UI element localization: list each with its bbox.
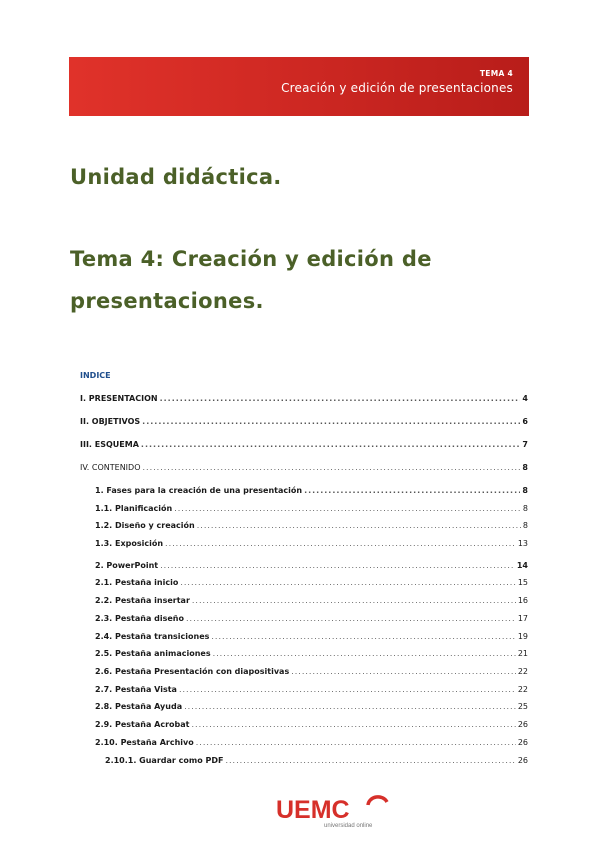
toc-entry-page: 7 xyxy=(522,440,528,449)
toc-entry-label: IV. CONTENIDO xyxy=(80,463,141,472)
toc-entry-label: 2.5. Pestaña animaciones xyxy=(95,649,211,658)
toc-entry[interactable] xyxy=(95,521,528,533)
logo-arc xyxy=(368,797,387,805)
toc-entry-label: III. ESQUEMA xyxy=(80,440,139,449)
toc-entry-label: 2.9. Pestaña Acrobat xyxy=(95,720,190,729)
toc-entry-page: 26 xyxy=(517,738,528,747)
toc-entry-label: 1.2. Diseño y creación xyxy=(95,521,195,530)
toc-entry[interactable] xyxy=(95,667,528,679)
toc-entry-page: 8 xyxy=(522,521,528,530)
toc-leader xyxy=(196,738,516,747)
topic-title-line-1: Tema 4: Creación y edición de xyxy=(70,247,432,271)
toc-entry[interactable] xyxy=(105,756,528,768)
toc-leader xyxy=(191,720,515,729)
toc-entry-page: 26 xyxy=(517,756,528,765)
toc-entry[interactable] xyxy=(80,440,528,452)
toc-entry[interactable] xyxy=(95,596,528,608)
toc-entry-label: 2. PowerPoint xyxy=(95,561,159,570)
toc-entry-label: 1. Fases para la creación de una presentación xyxy=(95,486,303,495)
toc-leader xyxy=(211,632,515,641)
toc-leader xyxy=(180,578,516,587)
toc-entry-page: 13 xyxy=(517,539,528,548)
header-subtitle: Creación y edición de presentaciones xyxy=(281,81,513,95)
page-title: Unidad didáctica. xyxy=(70,165,282,189)
logo-wordmark: UEMC xyxy=(276,796,350,824)
logo-tagline: universidad online xyxy=(324,823,373,829)
toc-entry-label: 2.10.1. Guardar como PDF xyxy=(105,756,224,765)
toc-entry[interactable] xyxy=(95,504,528,516)
header-banner xyxy=(69,57,529,116)
toc-entry-page: 8 xyxy=(522,486,528,495)
toc-entry[interactable] xyxy=(95,685,528,697)
toc-entry[interactable] xyxy=(95,738,528,750)
toc-entry-label: II. OBJETIVOS xyxy=(80,417,141,426)
toc-entry-page: 8 xyxy=(522,504,528,513)
toc-entry[interactable] xyxy=(95,702,528,714)
toc-leader xyxy=(291,667,516,676)
toc-entry[interactable] xyxy=(95,539,528,551)
topic-title-line-2: presentaciones. xyxy=(70,289,264,313)
toc-entry[interactable] xyxy=(80,394,528,406)
header-tema: TEMA 4 xyxy=(479,69,513,78)
toc-leader xyxy=(165,539,516,548)
toc-leader xyxy=(192,596,516,605)
toc-leader xyxy=(184,702,516,711)
toc-leader xyxy=(213,649,516,658)
uemc-logo xyxy=(272,794,402,830)
toc-entry-page: 19 xyxy=(517,632,528,641)
toc-entry-page: 8 xyxy=(522,463,528,472)
toc-leader xyxy=(304,486,520,495)
toc-leader xyxy=(197,521,521,530)
toc-entry-page: 14 xyxy=(516,561,528,570)
toc-entry-page: 15 xyxy=(517,578,528,587)
toc-entry[interactable] xyxy=(95,486,528,498)
toc-entry-page: 22 xyxy=(517,685,528,694)
toc-entry-page: 26 xyxy=(517,720,528,729)
toc-entry-page: 4 xyxy=(522,394,528,403)
toc-entry-label: 1.3. Exposición xyxy=(95,539,164,548)
toc-leader xyxy=(160,561,515,570)
toc-entry-label: 2.10. Pestaña Archivo xyxy=(95,738,194,747)
toc-entry-label: 2.8. Pestaña Ayuda xyxy=(95,702,183,711)
toc-entry[interactable] xyxy=(95,649,528,661)
toc-entry[interactable] xyxy=(95,632,528,644)
toc-entry[interactable] xyxy=(95,720,528,732)
toc-entry-page: 6 xyxy=(522,417,528,426)
toc-leader xyxy=(142,417,520,426)
toc-entry[interactable] xyxy=(95,614,528,626)
toc-entry-page: 21 xyxy=(517,649,528,658)
toc-leader xyxy=(225,756,515,765)
toc-entry[interactable] xyxy=(95,578,528,590)
toc-entry-label: 2.6. Pestaña Presentación con diapositivas xyxy=(95,667,290,676)
toc-entry-label: 2.2. Pestaña insertar xyxy=(95,596,190,605)
toc-leader xyxy=(186,614,516,623)
toc-entry[interactable] xyxy=(80,417,528,429)
toc-leader xyxy=(174,504,521,513)
toc-entry-label: 1.1. Planificación xyxy=(95,504,173,513)
toc-entry[interactable] xyxy=(80,463,528,475)
toc-entry-label: 2.7. Pestaña Vista xyxy=(95,685,177,694)
toc-entry-label: 2.3. Pestaña diseño xyxy=(95,614,184,623)
toc-entry-page: 16 xyxy=(517,596,528,605)
toc-leader xyxy=(143,463,521,472)
toc-leader xyxy=(141,440,521,449)
toc-entry-label: I. PRESENTACION xyxy=(80,394,158,403)
toc-title: INDICE xyxy=(80,371,111,380)
toc-leader xyxy=(179,685,516,694)
toc-entry-label: 2.4. Pestaña transiciones xyxy=(95,632,210,641)
toc-entry[interactable] xyxy=(95,561,528,573)
toc-entry-page: 17 xyxy=(517,614,528,623)
toc-leader xyxy=(160,394,521,403)
toc-entry-page: 25 xyxy=(517,702,528,711)
toc-entry-label: 2.1. Pestaña inicio xyxy=(95,578,179,587)
toc-entry-page: 22 xyxy=(517,667,528,676)
